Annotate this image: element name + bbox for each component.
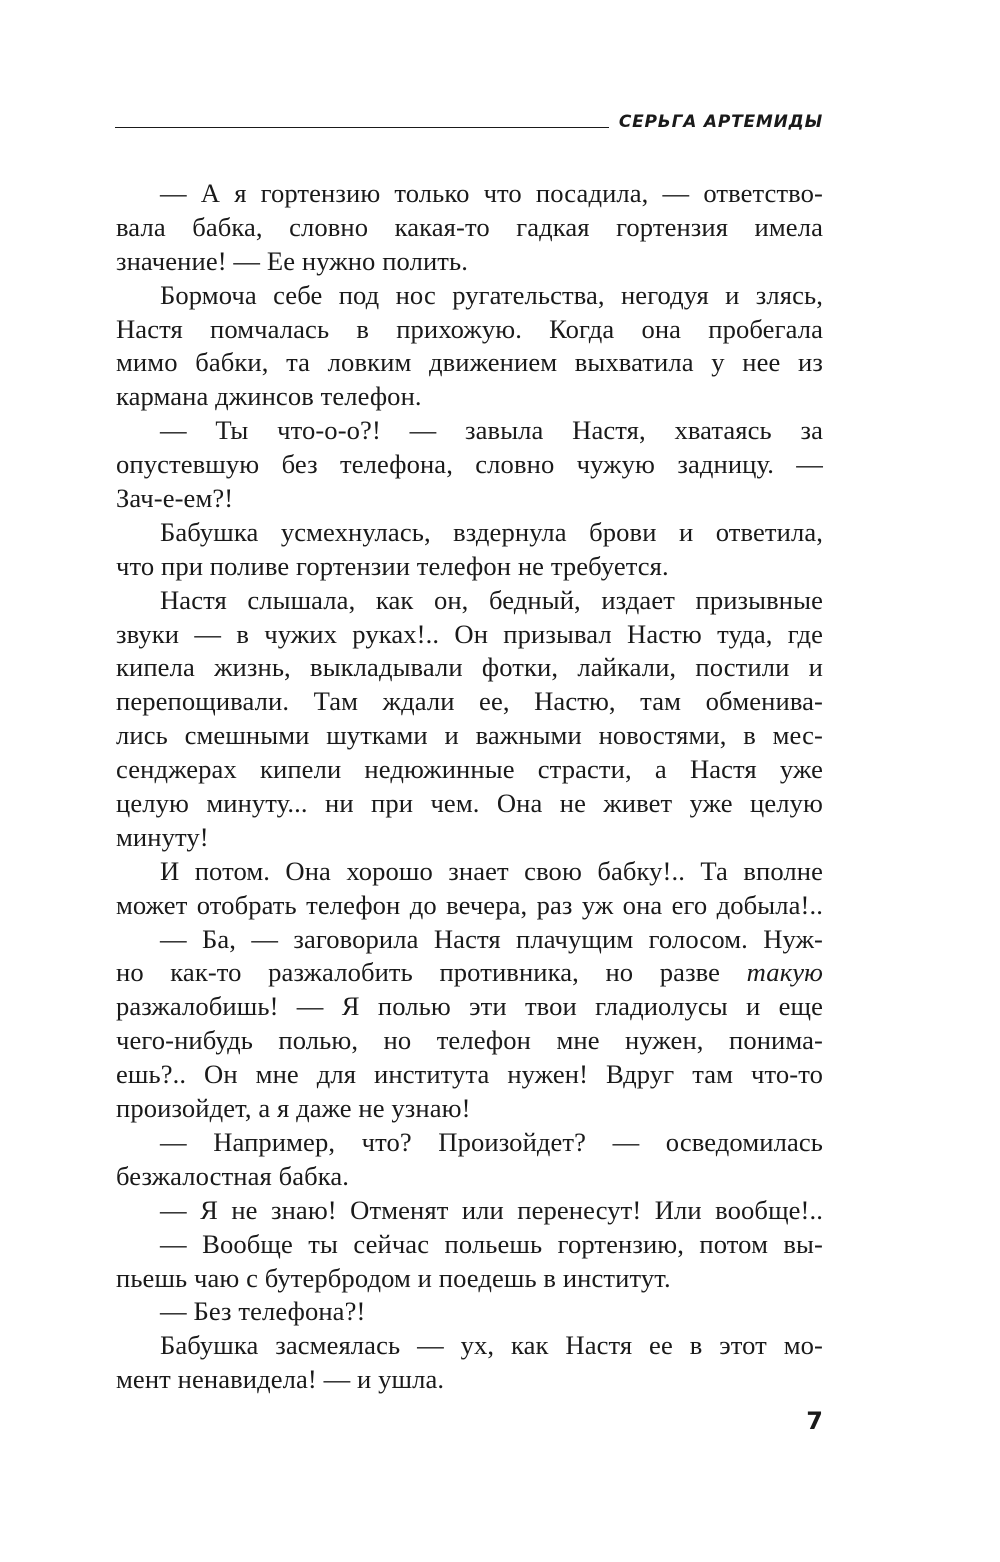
text-line: что при поливе гортензии телефон не требуется. — [116, 550, 669, 581]
body-text — [116, 177, 823, 1397]
text-line: — Например, что? Произойдет? — осведомилась — [160, 1126, 823, 1157]
text-line: пьешь чаю с бутербродом и поедешь в институт. — [116, 1262, 671, 1293]
header-rule — [115, 127, 609, 128]
text-line: значение! — Ее нужно полить. — [116, 245, 468, 276]
text-line: Бабушка усмехнулась, вздернула брови и ответила, — [160, 516, 823, 547]
text-line: — Вообще ты сейчас польешь гортензию, потом вы- — [160, 1228, 823, 1259]
text-line: произойдет, а я даже не узнаю! — [116, 1093, 471, 1124]
text-line: Зач-е-ем?! — [116, 483, 234, 514]
text-line: Бормоча себе под нос ругательства, негодуя и злясь, — [160, 279, 823, 310]
text-line: лись смешными шутками и важными новостями, в мес- — [116, 720, 823, 751]
text-line: минуту! — [116, 821, 209, 852]
text-line: опустевшую без телефона, словно чужую задницу. — — [116, 449, 823, 480]
running-header — [115, 110, 823, 134]
text-line-segment: но как-то разжалобить противника, но разве — [116, 957, 747, 988]
text-line: Бабушка засмеялась — ух, как Настя ее в этот мо- — [160, 1330, 823, 1361]
text-line: — Без телефона?! — [160, 1296, 366, 1327]
text-line: разжалобишь! — Я полью эти твои гладиолусы и еще — [116, 991, 823, 1022]
text-line: целую минуту... ни при чем. Она не живет уже целую — [116, 788, 823, 819]
text-line: сенджерах кипели недюжинные страсти, а Настя уже — [116, 754, 823, 785]
text-line: Настя слышала, как он, бедный, издает призывные — [160, 584, 823, 615]
text-line: кармана джинсов телефон. — [116, 381, 422, 412]
text-line: И потом. Она хорошо знает свою бабку!.. Та вполне — [160, 855, 823, 886]
text-line: вала бабка, словно какая-то гадкая гортензия имела — [116, 211, 823, 242]
text-line: чего-нибудь полью, но телефон мне нужен, понима- — [116, 1025, 823, 1056]
text-line: мимо бабки, та ловким движением выхватила у нее из — [116, 347, 823, 378]
text-line: перепощивали. Там ждали ее, Настю, там обменива- — [116, 686, 823, 717]
text-line: мент ненавидела! — и ушла. — [116, 1364, 445, 1395]
text-line: кипела жизнь, выкладывали фотки, лайкали, постили и — [116, 652, 823, 683]
text-line: ешь?.. Он мне для института нужен! Вдруг там что-то — [116, 1059, 823, 1090]
text-line: звуки — в чужих руках!.. Он призывал Настю туда, где — [116, 618, 823, 649]
text-line: — А я гортензию только что посадила, — ответство- — [160, 178, 823, 208]
text-line — [116, 956, 823, 990]
text-line: — Я не знаю! Отменят или перенесут! Или вообще!.. — [160, 1194, 823, 1225]
text-line: безжалостная бабка. — [116, 1160, 350, 1191]
text-line: Настя помчалась в прихожую. Когда она пробегала — [116, 313, 823, 344]
text-line: — Ба, — заговорила Настя плачущим голосом. Нуж- — [160, 923, 823, 954]
running-title: СЕРЬГА АРТЕМИДЫ — [618, 112, 823, 132]
page-number: 7 — [806, 1407, 823, 1435]
emphasized-word: такую — [746, 957, 823, 988]
text-line: может отобрать телефон до вечера, раз уж она его добыла!.. — [116, 889, 823, 920]
text-line: — Ты что-о-о?! — завыла Настя, хватаясь за — [160, 415, 823, 446]
